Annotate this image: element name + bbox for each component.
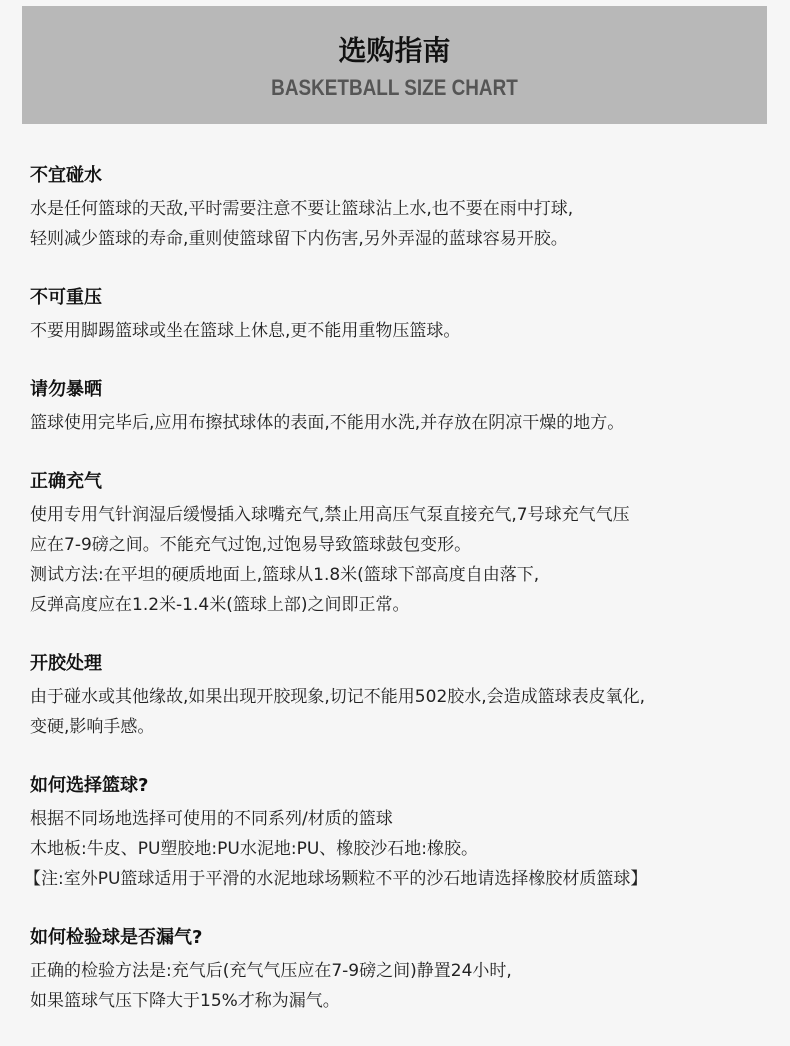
section-leak-check: [30, 924, 775, 1016]
section-text-line: 由于碰水或其他缘故,如果出现开胶现象,切记不能用502胶水,会造成篮球表皮氧化,: [30, 687, 646, 707]
section-heading: 开胶处理: [30, 653, 102, 674]
section-text-line: 水是任何篮球的天敌,平时需要注意不要让篮球沾上水,也不要在雨中打球,: [30, 199, 574, 219]
section-heading: 不宜碰水: [30, 165, 102, 186]
page-title: 选购指南: [338, 34, 451, 67]
section-heading: 如何选择篮球?: [30, 775, 149, 796]
section-text-line: 轻则减少篮球的寿命,重则使篮球留下内伤害,另外弄湿的蓝球容易开胶。: [30, 229, 568, 249]
section-text-line: 如果篮球气压下降大于15%才称为漏气。: [30, 991, 340, 1011]
section-correct-inflation: [30, 468, 775, 620]
section-how-to-choose: [24, 772, 775, 894]
section-no-water: [30, 162, 775, 254]
section-text-line: 木地板:牛皮、PU塑胶地:PU水泥地:PU、橡胶沙石地:橡胶。: [30, 839, 478, 859]
section-text-line: 应在7-9磅之间。不能充气过饱,过饱易导致篮球鼓包变形。: [30, 535, 472, 555]
header-banner: [22, 6, 767, 124]
section-text-line: 根据不同场地选择可使用的不同系列/材质的篮球: [30, 809, 393, 829]
section-note-line: 【注:室外PU篮球适用于平滑的水泥地球场颗粒不平的沙石地请选择橡胶材质篮球】: [24, 869, 648, 889]
section-text-line: 篮球使用完毕后,应用布擦拭球体的表面,不能用水洗,并存放在阴凉干燥的地方。: [30, 413, 625, 433]
section-text-line: 反弹高度应在1.2米-1.4米(篮球上部)之间即正常。: [30, 595, 410, 615]
section-no-heavy-pressure: [30, 284, 775, 346]
section-text-line: 不要用脚踢篮球或坐在篮球上休息,更不能用重物压篮球。: [30, 321, 461, 341]
page-subtitle: BASKETBALL SIZE CHART: [271, 75, 518, 100]
section-no-sun-exposure: [30, 376, 775, 438]
section-text-line: 变硬,影响手感。: [30, 717, 155, 737]
section-text-line: 使用专用气针润湿后缓慢插入球嘴充气,禁止用高压气泵直接充气,7号球充气气压: [30, 505, 630, 525]
section-heading: 请勿暴晒: [30, 379, 102, 400]
section-heading: 如何检验球是否漏气?: [30, 927, 203, 948]
section-heading: 不可重压: [30, 287, 102, 308]
section-glue-separation: [30, 650, 775, 742]
section-text-line: 测试方法:在平坦的硬质地面上,篮球从1.8米(篮球下部高度自由落下,: [30, 565, 540, 585]
section-heading: 正确充气: [30, 471, 102, 492]
section-text-line: 正确的检验方法是:充气后(充气气压应在7-9磅之间)静置24小时,: [30, 961, 512, 981]
guide-content: [24, 162, 775, 1046]
